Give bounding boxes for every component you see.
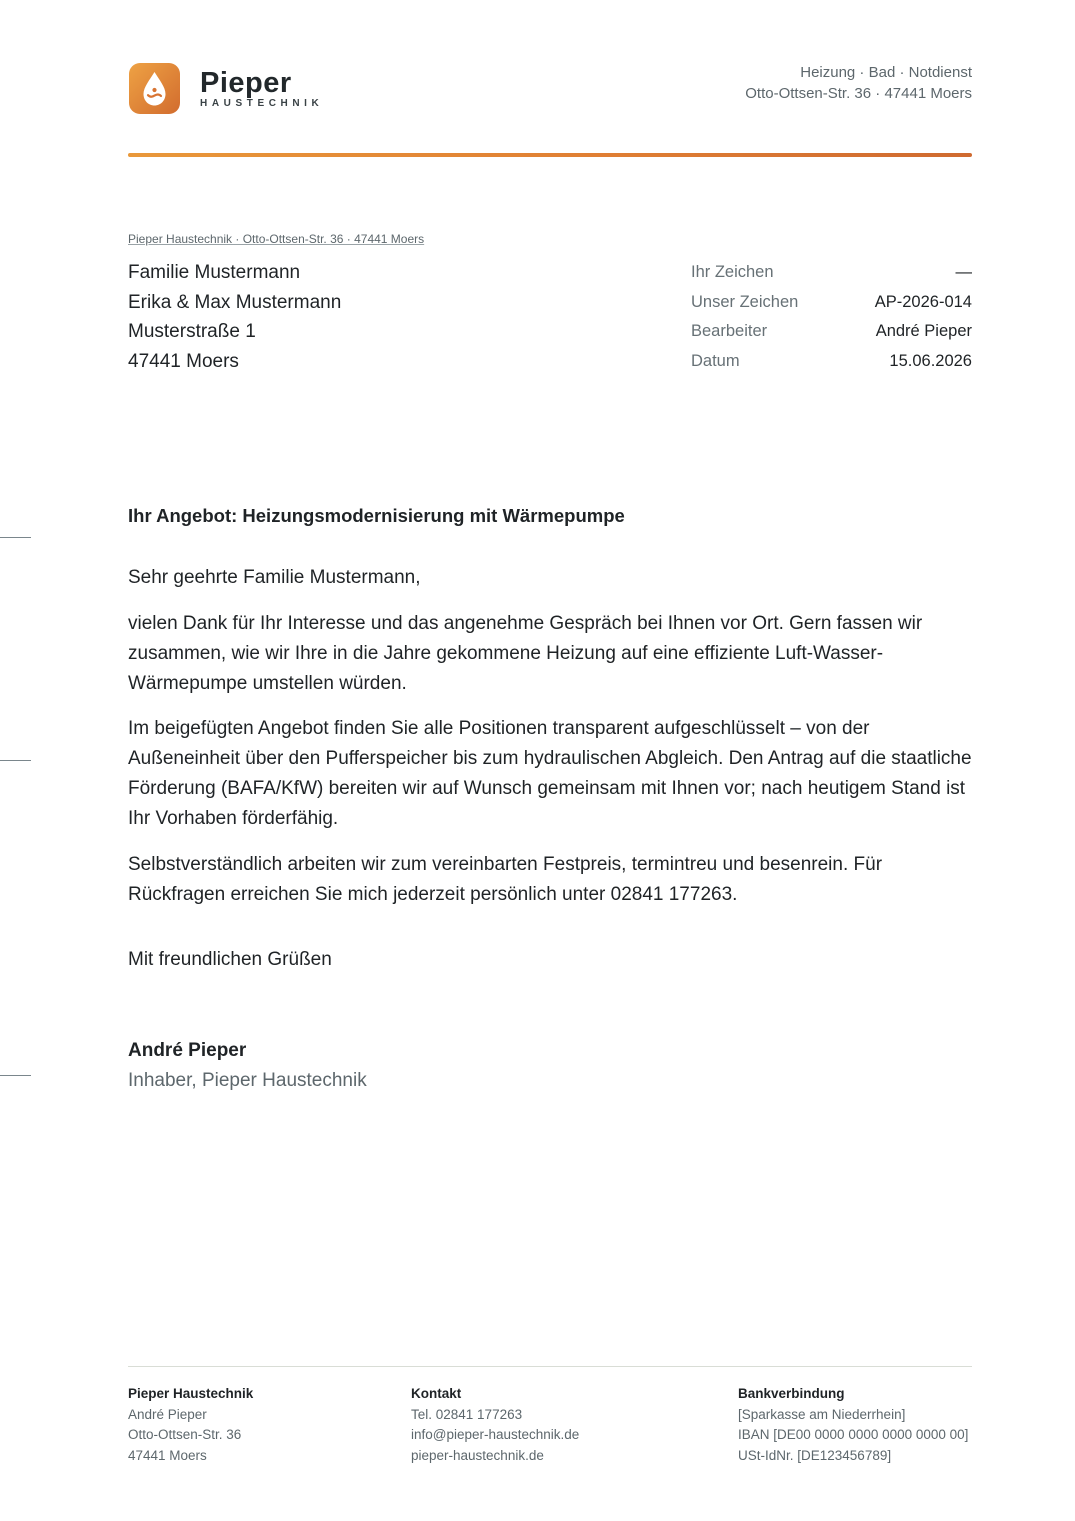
signer-name: André Pieper	[128, 1040, 247, 1061]
reference-label: Datum	[691, 352, 740, 371]
recipient-line: 47441 Moers	[128, 351, 239, 373]
brand-name: Pieper	[200, 67, 292, 99]
fold-mark-top	[0, 537, 31, 538]
header-services: Heizung · Bad · Notdienst	[800, 64, 972, 81]
punch-mark	[0, 760, 31, 761]
brand-subtitle: HAUSTECHNIK	[200, 98, 324, 109]
reference-row	[691, 258, 972, 288]
footer-line: Otto-Ottsen-Str. 36	[128, 1427, 242, 1442]
footer-line: [Sparkasse am Niederrhein]	[738, 1406, 906, 1422]
body-paragraph: Selbstverständlich arbeiten wir zum vereinbarten Festpreis, termintreu und besenrein. Für Rückfragen erreichen Sie mich jederzeit persönlich unter 02841 177263.	[128, 853, 883, 905]
reference-label: Unser Zeichen	[691, 292, 799, 311]
footer-divider	[128, 1366, 972, 1367]
letter-subject: Ihr Angebot: Heizungsmodernisierung mit Wärmepumpe	[128, 505, 625, 526]
header-divider	[128, 153, 972, 157]
reference-value: AP-2026-014	[874, 292, 972, 311]
reference-value: —	[955, 263, 972, 281]
recipient-line: Erika & Max Mustermann	[128, 291, 342, 313]
reference-value: André Pieper	[875, 322, 972, 341]
signer-role: Inhaber, Pieper Haustechnik	[128, 1070, 367, 1091]
reference-label: Ihr Zeichen	[691, 263, 774, 281]
body-paragraph: vielen Dank für Ihr Interesse und das angenehme Gespräch bei Ihnen vor Ort. Gern fassen wir zusammen, wie wir Ihre in die Jahre gekommene Heizung auf eine effiziente Luft-Wasser-Wärmepumpe umstellen würden.	[128, 612, 923, 694]
recipient-line: Familie Mustermann	[128, 262, 301, 283]
footer-bank	[738, 1384, 968, 1466]
footer-company	[128, 1384, 253, 1466]
footer-line: 47441 Moers	[128, 1447, 207, 1463]
footer-heading: Bankverbindung	[738, 1386, 845, 1401]
footer-heading: Pieper Haustechnik	[128, 1386, 254, 1401]
recipient-line: Musterstraße 1	[128, 321, 256, 343]
letter-body	[128, 563, 974, 925]
reference-label: Bearbeiter	[691, 322, 768, 341]
closing-phrase: Mit freundlichen Grüßen	[128, 949, 332, 970]
reference-row	[691, 347, 972, 377]
footer-heading: Kontakt	[411, 1386, 462, 1401]
footer-contact	[411, 1384, 579, 1466]
recipient-address	[128, 258, 341, 377]
return-address: Pieper Haustechnik · Otto-Ottsen-Str. 36 · 47441 Moers	[128, 232, 425, 246]
reference-row	[691, 288, 972, 318]
salutation: Sehr geehrte Familie Mustermann,	[128, 567, 421, 588]
footer-line: USt-IdNr. [DE123456789]	[738, 1447, 892, 1463]
footer-phone: Tel. 02841 177263	[411, 1406, 523, 1422]
header-address: Otto-Ottsen-Str. 36 · 47441 Moers	[745, 85, 972, 102]
footer-email: info@pieper-haustechnik.de	[411, 1427, 580, 1442]
reference-value: 15.06.2026	[889, 352, 972, 371]
footer-line: IBAN [DE00 0000 0000 0000 0000 00]	[738, 1427, 969, 1442]
reference-row	[691, 317, 972, 347]
footer-line: André Pieper	[128, 1406, 207, 1422]
body-paragraph: Im beigefügten Angebot finden Sie alle Positionen transparent aufgeschlüsselt – von der Außeneinheit über den Pufferspeicher bis zum hydraulischen Abgleich. Den Antrag auf die staatliche Förderung (BAFA/KfW) bereiten wir auf Wunsch gemeinsam mit Ihnen vor; nach heutigem Stand ist Ihr Vorhaben förderfähig.	[128, 718, 972, 829]
header-info	[745, 62, 972, 104]
fold-mark-bottom	[0, 1075, 31, 1076]
water-drop-icon	[129, 63, 180, 114]
reference-block	[691, 258, 972, 377]
footer-website: pieper-haustechnik.de	[411, 1447, 544, 1463]
